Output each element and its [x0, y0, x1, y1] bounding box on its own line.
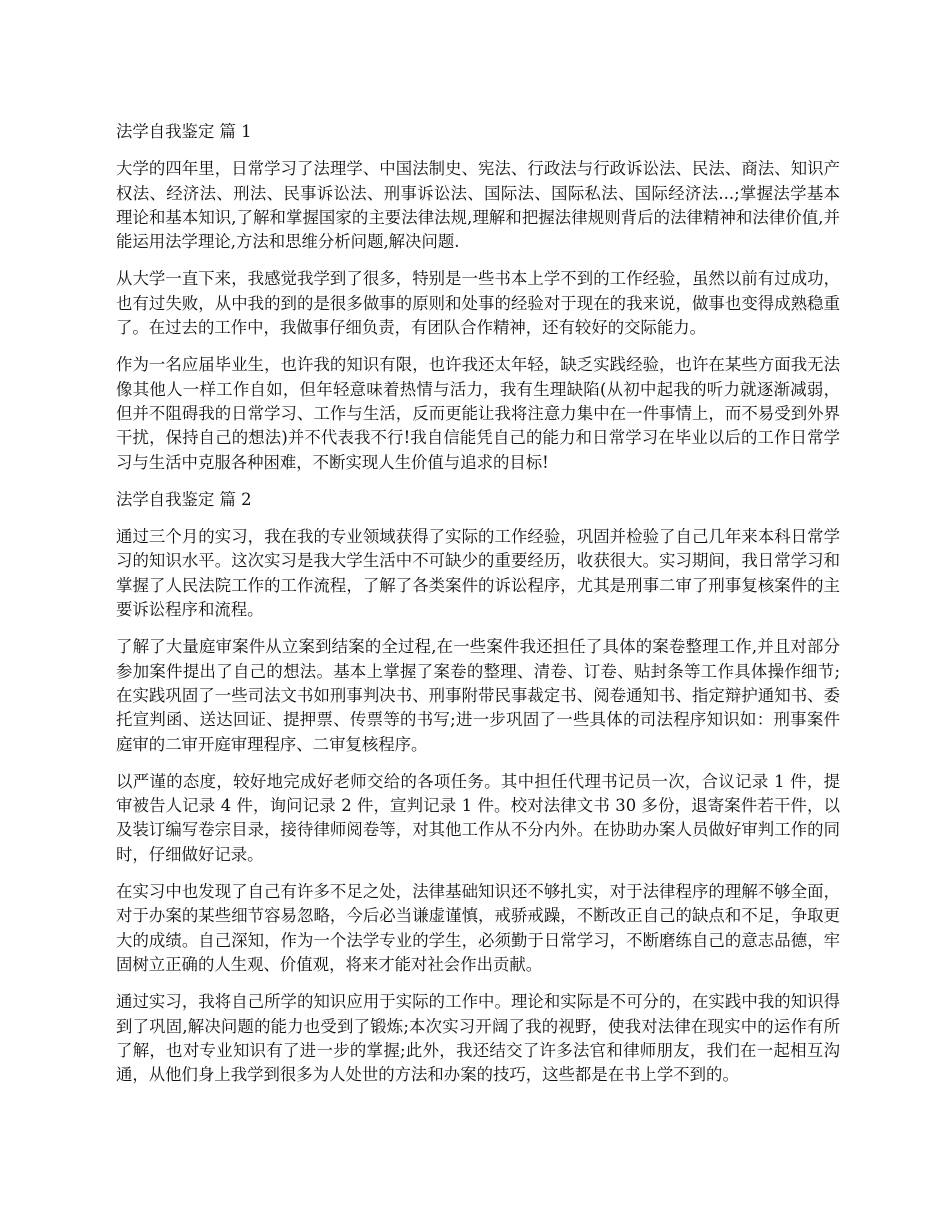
paragraph: 以严谨的态度，较好地完成好老师交给的各项任务。其中担任代理书记员一次，合议记录 1 件，提审被告人记录 4 件，询问记录 2 件，宣判记录 1 件。校对法律文书 30 多份，退寄案件若干件，以及装订编写卷宗目录，接待律师阅卷等，对其他工作从不分内外。在协助办案人员做好审判工作的同时，仔细做好记录。	[116, 771, 840, 864]
paragraph: 在实习中也发现了自己有许多不足之处，法律基础知识还不够扎实，对于法律程序的理解不够全面，对于办案的某些细节容易忽略，今后必当谦虚谨慎，戒骄戒躁，不断改正自己的缺点和不足，争取更大的成绩。自己深知，作为一个法学专业的学生，必须勤于日常学习，不断磨练自己的意志品德，牢固树立正确的人生观、价值观，将来才能对社会作出贡献。	[116, 882, 840, 974]
paragraph: 从大学一直下来，我感觉我学到了很多，特别是一些书本上学不到的工作经验，虽然以前有过成功，也有过失败，从中我的到的是很多做事的原则和处事的经验对于现在的我来说，做事也变得成熟稳重了。在过去的工作中，我做事仔细负责，有团队合作精神，还有较好的交际能力。	[116, 269, 840, 338]
paragraph: 大学的四年里，日常学习了法理学、中国法制史、宪法、行政法与行政诉讼法、民法、商法、知识产权法、经济法、刑法、民事诉讼法、刑事诉讼法、国际法、国际私法、国际经济法...;掌握法学基本理论和基本知识,了解和掌握国家的主要法律法规,理解和把握法律规则背后的法律精神和法律价值,并能运用法学理论,方法和思维分析问题,解决问题.	[116, 159, 840, 252]
section-heading: 法学自我鉴定 篇 1	[116, 122, 252, 141]
section-heading: 法学自我鉴定 篇 2	[116, 489, 252, 509]
section-1	[116, 120, 840, 475]
paragraph: 作为一名应届毕业生，也许我的知识有限，也许我还太年轻，缺乏实践经验，也许在某些方面我无法像其他人一样工作自如，但年轻意味着热情与活力，我有生理缺陷(从初中起我的听力就逐渐减弱，但并不阻碍我的日常学习、工作与生活，反而更能让我将注意力集中在一件事情上，而不易受到外界干扰，保持自己的想法)并不代表我不行!我自信能凭自己的能力和日常学习在毕业以后的工作日常学习与生活中克服各种困难，不断实现人生价值与追求的目标!	[116, 355, 840, 472]
section-2	[116, 488, 840, 1088]
document-body	[116, 120, 840, 1100]
paragraph: 通过三个月的实习，我在我的专业领域获得了实际的工作经验，巩固并检验了自己几年来本科日常学习的知识水平。这次实习是我大学生活中不可缺少的重要经历，收获很大。实习期间，我日常学习和掌握了人民法院工作的工作流程，了解了各类案件的诉讼程序，尤其是刑事二审了刑事复核案件的主要诉讼程序和流程。	[116, 527, 840, 620]
paragraph: 了解了大量庭审案件从立案到结案的全过程,在一些案件我还担任了具体的案卷整理工作,并且对部分参加案件提出了自己的想法。基本上掌握了案卷的整理、清卷、订卷、贴封条等工作具体操作细节;在实践巩固了一些司法文书如刑事判决书、刑事附带民事裁定书、阅卷通知书、指定辩护通知书、委托宣判函、送达回证、提押票、传票等的书写;进一步巩固了一些具体的司法程序知识如：刑事案件庭审的二审开庭审理程序、二审复核程序。	[116, 637, 840, 754]
paragraph: 通过实习，我将自己所学的知识应用于实际的工作中。理论和实际是不可分的，在实践中我的知识得到了巩固,解决问题的能力也受到了锻炼;本次实习开阔了我的视野，使我对法律在现实中的运作有所了解，也对专业知识有了进一步的掌握;此外，我还结交了许多法官和律师朋友，我们在一起相互沟通，从他们身上我学到很多为人处世的方法和办案的技巧，这些都是在书上学不到的。	[116, 992, 840, 1085]
